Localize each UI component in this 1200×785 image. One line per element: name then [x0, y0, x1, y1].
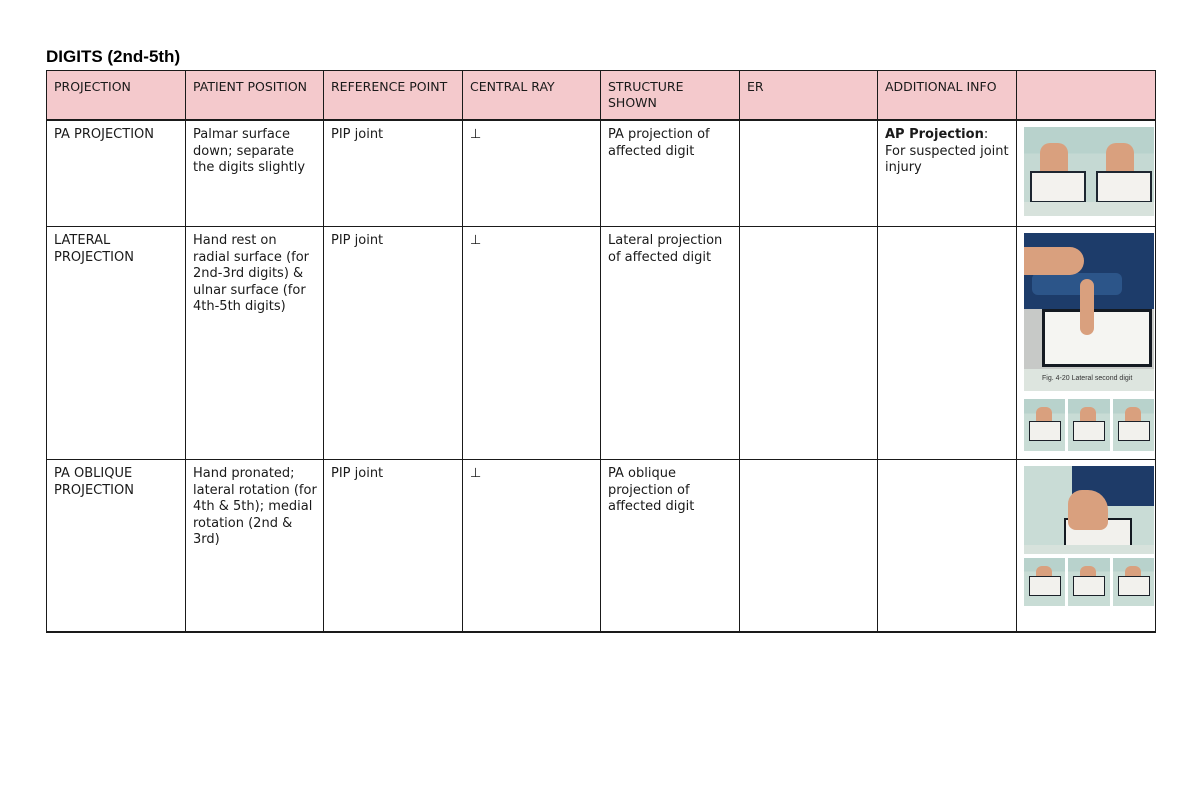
cell-structure-shown: PA projection of affected digit — [601, 120, 740, 227]
cell-er — [740, 460, 878, 633]
cell-additional-info — [878, 227, 1017, 460]
table-row — [47, 460, 1156, 633]
thumbnail-photo — [1113, 558, 1154, 606]
additional-info-label: AP Projection — [885, 127, 984, 142]
thumbnail-photo — [1024, 399, 1065, 451]
cell-central-ray: ⊥ — [463, 227, 601, 460]
cell-patient-position: Palmar surface down; separate the digits slightly — [186, 120, 324, 227]
cell-additional-info — [878, 460, 1017, 633]
cell-projection: LATERAL PROJECTION — [47, 227, 186, 460]
lateral-digit-photo — [1024, 233, 1154, 391]
header-er: ER — [740, 71, 878, 121]
header-image — [1017, 71, 1156, 121]
cell-reference-point: PIP joint — [324, 460, 463, 633]
cell-central-ray: ⊥ — [463, 460, 601, 633]
table-header-row — [47, 71, 1156, 121]
thumbnail-photo — [1113, 399, 1154, 451]
cell-structure-shown: PA oblique projection of affected digit — [601, 460, 740, 633]
oblique-thumbnail-strip — [1024, 558, 1154, 606]
header-patient-position: PATIENT POSITION — [186, 71, 324, 121]
cell-er — [740, 120, 878, 227]
cell-reference-point: PIP joint — [324, 227, 463, 460]
photo-caption: Fig. 4-20 Lateral second digit — [1042, 374, 1133, 382]
header-structure-shown: STRUCTURE SHOWN — [601, 71, 740, 121]
cell-er — [740, 227, 878, 460]
oblique-digit-photo — [1024, 466, 1154, 554]
additional-info-text: : For suspected joint injury — [885, 127, 1009, 175]
thumbnail-photo — [1068, 558, 1109, 606]
header-reference-point: REFERENCE POINT — [324, 71, 463, 121]
page-title: DIGITS (2nd-5th) — [46, 47, 181, 66]
thumbnail-photo — [1024, 558, 1065, 606]
thumbnail-photo — [1068, 399, 1109, 451]
cell-projection: PA OBLIQUE PROJECTION — [47, 460, 186, 633]
cell-structure-shown: Lateral projection of affected digit — [601, 227, 740, 460]
header-central-ray: CENTRAL RAY — [463, 71, 601, 121]
lateral-thumbnail-strip — [1024, 399, 1154, 451]
cell-additional-info — [878, 120, 1017, 227]
pa-digit-photo — [1024, 127, 1154, 216]
cell-reference-point: PIP joint — [324, 120, 463, 227]
header-additional-info: ADDITIONAL INFO — [878, 71, 1017, 121]
table-row — [47, 120, 1156, 227]
cell-patient-position: Hand rest on radial surface (for 2nd-3rd digits) & ulnar surface (for 4th-5th digits) — [186, 227, 324, 460]
cell-patient-position: Hand pronated; lateral rotation (for 4th & 5th); medial rotation (2nd & 3rd) — [186, 460, 324, 633]
cell-image — [1017, 460, 1156, 633]
cell-image — [1017, 227, 1156, 460]
table-row — [47, 227, 1156, 460]
positioning-table — [46, 70, 1156, 633]
cell-image — [1017, 120, 1156, 227]
cell-projection: PA PROJECTION — [47, 120, 186, 227]
header-projection: PROJECTION — [47, 71, 186, 121]
cell-central-ray: ⊥ — [463, 120, 601, 227]
